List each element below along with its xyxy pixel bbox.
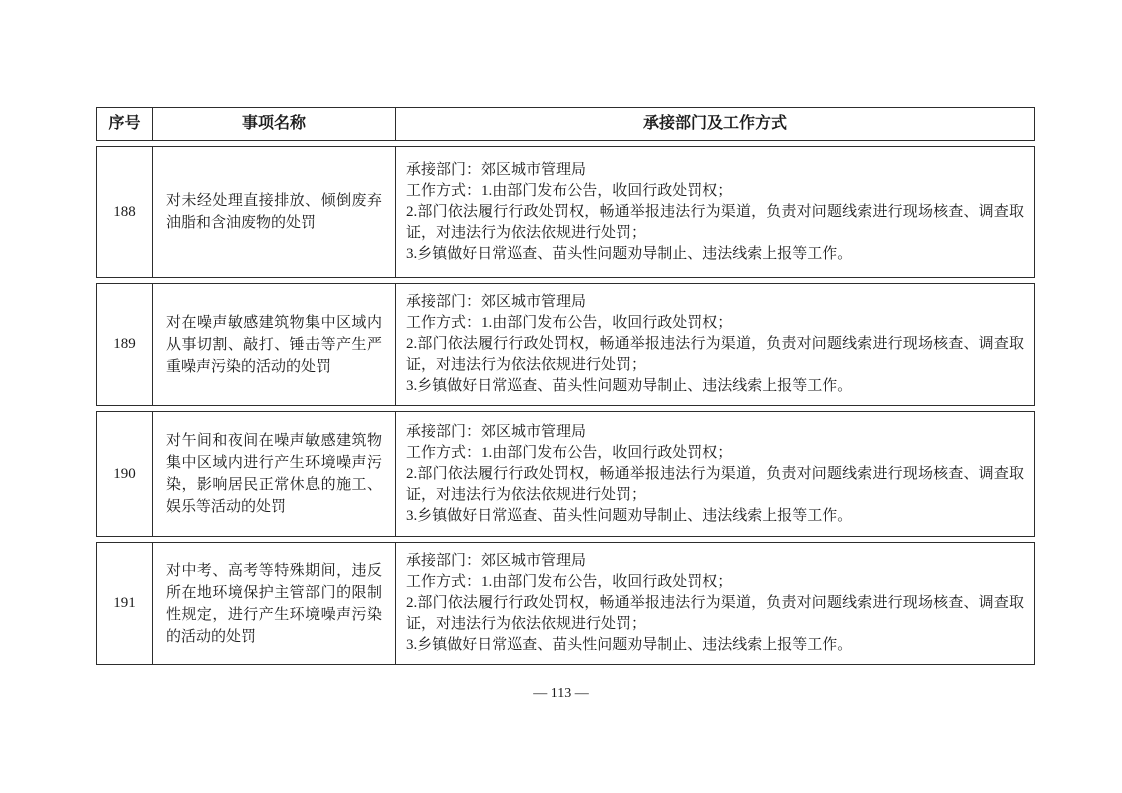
items-table (96, 107, 1035, 670)
table-row (96, 542, 1035, 665)
detail-line: 2.部门依法履行行政处罚权，畅通举报违法行为渠道，负责对问题线索进行现场核查、调查取证，对违法行为依法依规进行处罚； (406, 595, 1024, 632)
item-name-cell: 对未经处理直接排放、倾倒废弃油脂和含油废物的处罚 (153, 147, 396, 277)
serial-number-cell: 189 (97, 284, 153, 405)
detail-line: 3.乡镇做好日常巡查、苗头性问题劝导制止、违法线索上报等工作。 (406, 507, 853, 524)
details-cell (396, 284, 1034, 405)
detail-line: 承接部门：郊区城市管理局 (406, 161, 587, 178)
detail-line: 2.部门依法履行行政处罚权，畅通举报违法行为渠道，负责对问题线索进行现场核查、调查取证，对违法行为依法依规进行处罚； (406, 203, 1024, 241)
details-cell (396, 543, 1034, 664)
detail-line: 承接部门：郊区城市管理局 (406, 294, 587, 310)
serial-number-cell: 188 (97, 147, 153, 277)
detail-line: 3.乡镇做好日常巡查、苗头性问题劝导制止、违法线索上报等工作。 (406, 378, 853, 394)
serial-number-cell: 190 (97, 412, 153, 536)
detail-line: 工作方式：1.由部门发布公告，收回行政处罚权； (406, 574, 733, 590)
table-row (96, 283, 1035, 406)
detail-line: 工作方式：1.由部门发布公告，收回行政处罚权； (406, 315, 733, 331)
detail-line: 承接部门：郊区城市管理局 (406, 423, 587, 440)
item-name-cell: 对在噪声敏感建筑物集中区域内从事切割、敲打、锤击等产生严重噪声污染的活动的处罚 (153, 284, 396, 405)
detail-line: 3.乡镇做好日常巡查、苗头性问题劝导制止、违法线索上报等工作。 (406, 245, 853, 262)
table-row (96, 411, 1035, 537)
detail-line: 承接部门：郊区城市管理局 (406, 553, 587, 569)
detail-line: 工作方式：1.由部门发布公告，收回行政处罚权； (406, 444, 733, 461)
detail-line: 2.部门依法履行行政处罚权，畅通举报违法行为渠道，负责对问题线索进行现场核查、调查取证，对违法行为依法依规进行处罚； (406, 336, 1024, 373)
detail-line: 工作方式：1.由部门发布公告，收回行政处罚权； (406, 182, 733, 199)
header-department-work-method: 承接部门及工作方式 (642, 115, 787, 132)
details-cell (396, 412, 1034, 536)
table-header-row (96, 107, 1035, 141)
serial-number-cell: 191 (97, 543, 153, 664)
header-serial-number: 序号 (97, 108, 153, 140)
detail-line: 2.部门依法履行行政处罚权，畅通举报违法行为渠道，负责对问题线索进行现场核查、调查取证，对违法行为依法依规进行处罚； (406, 465, 1024, 503)
detail-line: 3.乡镇做好日常巡查、苗头性问题劝导制止、违法线索上报等工作。 (406, 637, 853, 653)
table-row (96, 146, 1035, 278)
header-item-name: 事项名称 (153, 108, 396, 140)
details-cell (396, 147, 1034, 277)
item-name-cell: 对午间和夜间在噪声敏感建筑物集中区域内进行产生环境噪声污染，影响居民正常休息的施工、娱乐等活动的处罚 (153, 412, 396, 536)
page-number: — 113 — (533, 686, 589, 701)
item-name-cell: 对中考、高考等特殊期间，违反所在地环境保护主管部门的限制性规定，进行产生环境噪声污染的活动的处罚 (153, 543, 396, 664)
